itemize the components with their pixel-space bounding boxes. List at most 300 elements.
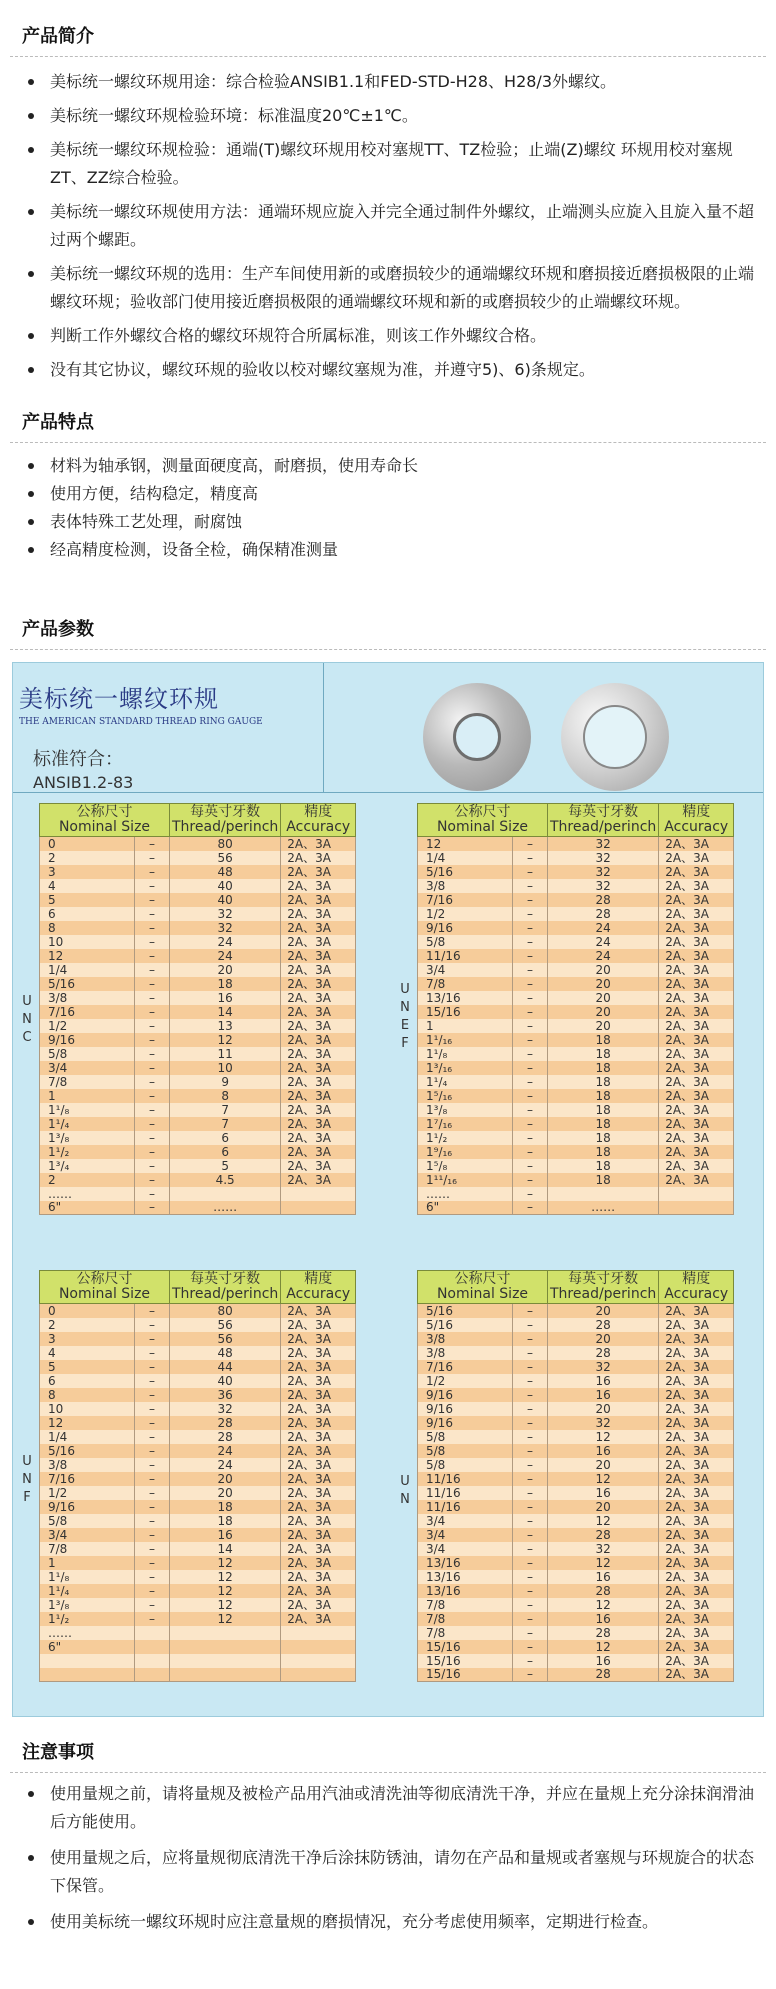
thread-per-inch-cell: 12 bbox=[170, 1570, 281, 1584]
dash-cell: – bbox=[135, 1201, 170, 1215]
thread-per-inch-cell: 16 bbox=[548, 1570, 659, 1584]
nominal-size-cell: 13/16 bbox=[418, 991, 513, 1005]
nominal-size-cell: …… bbox=[40, 1626, 135, 1640]
table-row bbox=[418, 1388, 734, 1402]
table-row bbox=[418, 1145, 734, 1159]
thread-per-inch-cell: 28 bbox=[548, 1626, 659, 1640]
thread-per-inch-cell: 80 bbox=[170, 1304, 281, 1318]
table-row bbox=[418, 1430, 734, 1444]
dash-cell: – bbox=[513, 1019, 548, 1033]
nominal-size-cell: 3/8 bbox=[418, 1346, 513, 1360]
table-row bbox=[40, 1304, 356, 1318]
table-row bbox=[40, 1598, 356, 1612]
table-row bbox=[40, 1019, 356, 1033]
nominal-size-cell: 1¹/₁₆ bbox=[418, 1033, 513, 1047]
dash-cell: – bbox=[135, 865, 170, 879]
nominal-size-cell: 5 bbox=[40, 1360, 135, 1374]
accuracy-cell: 2A、3A bbox=[659, 1528, 734, 1542]
nominal-size-cell: 5/8 bbox=[40, 1514, 135, 1528]
nominal-size-cell: 13/16 bbox=[418, 1584, 513, 1598]
accuracy-cell: 2A、3A bbox=[281, 1612, 356, 1626]
table-row bbox=[418, 1187, 734, 1201]
accuracy-cell: 2A、3A bbox=[659, 977, 734, 991]
thread-per-inch-cell: 28 bbox=[548, 1668, 659, 1682]
header-nominal-size: 公称尺寸 Nominal Size bbox=[418, 1271, 548, 1304]
table-row bbox=[418, 1542, 734, 1556]
dash-cell: – bbox=[513, 1117, 548, 1131]
table-row bbox=[40, 935, 356, 949]
nominal-size-cell: 10 bbox=[40, 1402, 135, 1416]
nominal-size-cell: 12 bbox=[418, 837, 513, 851]
accuracy-cell: 2A、3A bbox=[659, 1061, 734, 1075]
accuracy-cell bbox=[281, 1668, 356, 1682]
table-header-row bbox=[418, 1271, 734, 1304]
nominal-size-cell: 11/16 bbox=[418, 1486, 513, 1500]
accuracy-cell: 2A、3A bbox=[281, 1556, 356, 1570]
nominal-size-cell: 5/8 bbox=[418, 1444, 513, 1458]
accuracy-cell bbox=[281, 1626, 356, 1640]
accuracy-cell: 2A、3A bbox=[281, 1131, 356, 1145]
table-row bbox=[418, 1514, 734, 1528]
dash-cell: – bbox=[135, 1500, 170, 1514]
intro-item: 美标统一螺纹环规用途：综合检验ANSIB1.1和FED-STD-H28、H28/3外螺纹。 bbox=[10, 68, 766, 96]
nominal-size-cell: 1⁵/₈ bbox=[418, 1159, 513, 1173]
accuracy-cell: 2A、3A bbox=[281, 1444, 356, 1458]
nominal-size-cell: 3/4 bbox=[40, 1528, 135, 1542]
nominal-size-cell: 3 bbox=[40, 865, 135, 879]
table-row bbox=[418, 935, 734, 949]
accuracy-cell: 2A、3A bbox=[281, 1416, 356, 1430]
accuracy-cell: 2A、3A bbox=[659, 865, 734, 879]
thread-per-inch-cell: …… bbox=[170, 1201, 281, 1215]
dash-cell: – bbox=[135, 851, 170, 865]
nominal-size-cell: 1¹/₄ bbox=[40, 1117, 135, 1131]
thread-per-inch-cell: 12 bbox=[548, 1556, 659, 1570]
dash-cell: – bbox=[513, 1598, 548, 1612]
dash-cell: – bbox=[513, 1145, 548, 1159]
panel-header bbox=[13, 663, 764, 793]
accuracy-cell bbox=[281, 1640, 356, 1654]
features-list bbox=[10, 452, 766, 564]
table-row bbox=[418, 1304, 734, 1318]
notes-title: 注意事项 bbox=[10, 1738, 766, 1773]
accuracy-cell: 2A、3A bbox=[281, 1304, 356, 1318]
table-row bbox=[40, 1346, 356, 1360]
accuracy-cell: 2A、3A bbox=[659, 1332, 734, 1346]
thread-per-inch-cell: 32 bbox=[170, 921, 281, 935]
nominal-size-cell: 9/16 bbox=[40, 1033, 135, 1047]
dash-cell: – bbox=[513, 1159, 548, 1173]
dash-cell: – bbox=[513, 1472, 548, 1486]
accuracy-cell: 2A、3A bbox=[281, 1542, 356, 1556]
intro-title: 产品简介 bbox=[10, 22, 766, 57]
table-header-row bbox=[40, 804, 356, 837]
thread-per-inch-cell: 16 bbox=[170, 1528, 281, 1542]
thread-per-inch-cell bbox=[170, 1654, 281, 1668]
dash-cell: – bbox=[135, 1089, 170, 1103]
table-row bbox=[40, 1187, 356, 1201]
accuracy-cell: 2A、3A bbox=[659, 1402, 734, 1416]
thread-per-inch-cell: 80 bbox=[170, 837, 281, 851]
intro-item: 美标统一螺纹环规使用方法：通端环规应旋入并完全通过制件外螺纹，止端测头应旋入且旋入量不超过两个螺距。 bbox=[10, 198, 766, 254]
intro-item: 美标统一螺纹环规检验：通端(T)螺纹环规用校对塞规TT、TZ检验；止端(Z)螺纹 环规用校对塞规ZT、ZZ综合检验。 bbox=[10, 136, 766, 192]
nominal-size-cell: 5/16 bbox=[418, 865, 513, 879]
table-row bbox=[40, 1318, 356, 1332]
table-row bbox=[40, 1570, 356, 1584]
accuracy-cell: 2A、3A bbox=[659, 1640, 734, 1654]
accuracy-cell: 2A、3A bbox=[659, 1117, 734, 1131]
dash-cell: – bbox=[513, 1500, 548, 1514]
table-row bbox=[40, 893, 356, 907]
table-row bbox=[40, 879, 356, 893]
parameter-panel bbox=[12, 662, 764, 1717]
nominal-size-cell: 6 bbox=[40, 907, 135, 921]
thread-per-inch-cell: 32 bbox=[548, 865, 659, 879]
dash-cell: – bbox=[513, 1388, 548, 1402]
table-row bbox=[40, 1117, 356, 1131]
nominal-size-cell: 7/16 bbox=[40, 1005, 135, 1019]
dash-cell bbox=[135, 1654, 170, 1668]
dash-cell: – bbox=[513, 1654, 548, 1668]
thread-per-inch-cell: 24 bbox=[548, 949, 659, 963]
nominal-size-cell: 1/2 bbox=[418, 907, 513, 921]
nominal-size-cell: 1/2 bbox=[40, 1019, 135, 1033]
accuracy-cell: 2A、3A bbox=[281, 1159, 356, 1173]
accuracy-cell: 2A、3A bbox=[659, 1019, 734, 1033]
nominal-size-cell: 12 bbox=[40, 949, 135, 963]
accuracy-cell: 2A、3A bbox=[281, 991, 356, 1005]
header-thread-per-inch: 每英寸牙数 Thread/perinch bbox=[548, 1271, 659, 1304]
accuracy-cell: 2A、3A bbox=[659, 893, 734, 907]
thread-per-inch-cell: 20 bbox=[548, 963, 659, 977]
table-row bbox=[40, 1360, 356, 1374]
nominal-size-cell: 9/16 bbox=[418, 1416, 513, 1430]
dash-cell: – bbox=[135, 1402, 170, 1416]
dash-cell: – bbox=[513, 1486, 548, 1500]
table-row bbox=[40, 1145, 356, 1159]
table-row bbox=[418, 1500, 734, 1514]
dash-cell: – bbox=[135, 1304, 170, 1318]
thread-per-inch-cell: 20 bbox=[548, 1005, 659, 1019]
table-row bbox=[418, 907, 734, 921]
table-row bbox=[418, 1654, 734, 1668]
nominal-size-cell: 4 bbox=[40, 1346, 135, 1360]
table-row bbox=[418, 1360, 734, 1374]
thread-per-inch-cell: 40 bbox=[170, 893, 281, 907]
thread-per-inch-cell bbox=[170, 1626, 281, 1640]
dash-cell: – bbox=[135, 907, 170, 921]
nominal-size-cell: 2 bbox=[40, 851, 135, 865]
dash-cell: – bbox=[513, 865, 548, 879]
nominal-size-cell: 11/16 bbox=[418, 1472, 513, 1486]
nominal-size-cell: 1¹/₈ bbox=[418, 1047, 513, 1061]
table-row bbox=[418, 1318, 734, 1332]
dash-cell: – bbox=[135, 1332, 170, 1346]
table-row bbox=[418, 1640, 734, 1654]
note-item: 使用量规之前，请将量规及被检产品用汽油或清洗油等彻底清洗干净，并应在量规上充分涂抹润滑油后方能使用。 bbox=[10, 1780, 766, 1836]
thread-per-inch-cell: 7 bbox=[170, 1117, 281, 1131]
table-row bbox=[40, 1416, 356, 1430]
series-label-unf: U N F bbox=[22, 1454, 32, 1505]
dash-cell: – bbox=[135, 1103, 170, 1117]
table-row bbox=[418, 1570, 734, 1584]
table-row bbox=[40, 1556, 356, 1570]
table-row bbox=[40, 977, 356, 991]
accuracy-cell: 2A、3A bbox=[659, 1173, 734, 1187]
nominal-size-cell: 7/16 bbox=[40, 1472, 135, 1486]
nominal-size-cell: 3 bbox=[40, 1332, 135, 1346]
thread-per-inch-cell: 18 bbox=[548, 1047, 659, 1061]
thread-per-inch-cell: 20 bbox=[170, 1472, 281, 1486]
nominal-size-cell: 8 bbox=[40, 1388, 135, 1402]
series-label-unc: U N C bbox=[22, 994, 32, 1045]
accuracy-cell: 2A、3A bbox=[659, 991, 734, 1005]
nominal-size-cell: 3/4 bbox=[418, 1528, 513, 1542]
accuracy-cell: 2A、3A bbox=[281, 935, 356, 949]
thread-per-inch-cell: 24 bbox=[170, 1444, 281, 1458]
header-nominal-size: 公称尺寸 Nominal Size bbox=[418, 804, 548, 837]
table-row bbox=[418, 865, 734, 879]
accuracy-cell: 2A、3A bbox=[659, 1584, 734, 1598]
thread-per-inch-cell: 20 bbox=[548, 977, 659, 991]
table-row bbox=[40, 921, 356, 935]
dash-cell: – bbox=[135, 1159, 170, 1173]
accuracy-cell: 2A、3A bbox=[659, 949, 734, 963]
table-row bbox=[40, 1388, 356, 1402]
accuracy-cell: 2A、3A bbox=[659, 1416, 734, 1430]
table-row bbox=[40, 907, 356, 921]
accuracy-cell: 2A、3A bbox=[659, 907, 734, 921]
nominal-size-cell: 0 bbox=[40, 837, 135, 851]
table-row bbox=[40, 865, 356, 879]
thread-per-inch-cell: 40 bbox=[170, 1374, 281, 1388]
accuracy-cell bbox=[659, 1187, 734, 1201]
nominal-size-cell: 12 bbox=[40, 1416, 135, 1430]
thread-per-inch-cell: 18 bbox=[170, 1500, 281, 1514]
dash-cell: – bbox=[135, 1584, 170, 1598]
gauge-title: 美标统一螺纹环规 bbox=[19, 685, 219, 713]
table-row bbox=[40, 1131, 356, 1145]
nominal-size-cell: 7/8 bbox=[40, 1075, 135, 1089]
accuracy-cell: 2A、3A bbox=[659, 1668, 734, 1682]
nominal-size-cell: 2 bbox=[40, 1173, 135, 1187]
table-row bbox=[418, 1528, 734, 1542]
accuracy-cell: 2A、3A bbox=[281, 1360, 356, 1374]
accuracy-cell: 2A、3A bbox=[659, 963, 734, 977]
thread-per-inch-cell: 12 bbox=[548, 1514, 659, 1528]
dash-cell: – bbox=[135, 921, 170, 935]
table-header-row bbox=[40, 1271, 356, 1304]
nominal-size-cell: 5/16 bbox=[40, 977, 135, 991]
thread-per-inch-cell: 12 bbox=[170, 1584, 281, 1598]
thread-per-inch-cell: 12 bbox=[548, 1430, 659, 1444]
nominal-size-cell: 6 bbox=[40, 1374, 135, 1388]
accuracy-cell: 2A、3A bbox=[659, 1514, 734, 1528]
accuracy-cell: 2A、3A bbox=[281, 851, 356, 865]
dash-cell: – bbox=[135, 1173, 170, 1187]
ring-gauge-photo bbox=[561, 683, 669, 791]
dash-cell: – bbox=[135, 977, 170, 991]
table-row bbox=[418, 879, 734, 893]
dash-cell: – bbox=[135, 893, 170, 907]
nominal-size-cell: 1/2 bbox=[40, 1486, 135, 1500]
dash-cell: – bbox=[513, 1005, 548, 1019]
table-row bbox=[418, 1472, 734, 1486]
dash-cell: – bbox=[135, 1416, 170, 1430]
nominal-size-cell: 7/8 bbox=[40, 1542, 135, 1556]
nominal-size-cell: …… bbox=[40, 1187, 135, 1201]
accuracy-cell: 2A、3A bbox=[281, 1117, 356, 1131]
table-row bbox=[40, 1486, 356, 1500]
dash-cell: – bbox=[135, 1598, 170, 1612]
accuracy-cell: 2A、3A bbox=[659, 1612, 734, 1626]
table-row bbox=[40, 1430, 356, 1444]
table-row bbox=[40, 1201, 356, 1215]
table-row bbox=[418, 1089, 734, 1103]
thread-per-inch-cell bbox=[548, 1187, 659, 1201]
dash-cell: – bbox=[513, 1416, 548, 1430]
accuracy-cell: 2A、3A bbox=[659, 1005, 734, 1019]
thread-per-inch-cell: 56 bbox=[170, 1332, 281, 1346]
accuracy-cell: 2A、3A bbox=[659, 1103, 734, 1117]
accuracy-cell: 2A、3A bbox=[659, 1131, 734, 1145]
thread-per-inch-cell: 32 bbox=[548, 1360, 659, 1374]
thread-per-inch-cell: 16 bbox=[548, 1388, 659, 1402]
accuracy-cell: 2A、3A bbox=[281, 1047, 356, 1061]
accuracy-cell: 2A、3A bbox=[281, 1332, 356, 1346]
table-row bbox=[418, 949, 734, 963]
accuracy-cell: 2A、3A bbox=[281, 1033, 356, 1047]
dash-cell: – bbox=[135, 1374, 170, 1388]
thread-per-inch-cell: 18 bbox=[548, 1159, 659, 1173]
dash-cell: – bbox=[513, 1402, 548, 1416]
thread-per-inch-cell: 16 bbox=[170, 991, 281, 1005]
dash-cell: – bbox=[135, 1486, 170, 1500]
dash-cell: – bbox=[513, 1061, 548, 1075]
header-accuracy: 精度 Accuracy bbox=[659, 804, 734, 837]
thread-per-inch-cell: 12 bbox=[548, 1598, 659, 1612]
nominal-size-cell: 6" bbox=[40, 1640, 135, 1654]
intro-item: 没有其它协议，螺纹环规的验收以校对螺纹塞规为准，并遵守5)、6)条规定。 bbox=[10, 356, 766, 384]
nominal-size-cell: 1¹/₂ bbox=[40, 1612, 135, 1626]
dash-cell: – bbox=[135, 1061, 170, 1075]
table-row bbox=[40, 1640, 356, 1654]
table-row bbox=[418, 1005, 734, 1019]
nominal-size-cell: 11/16 bbox=[418, 1500, 513, 1514]
dash-cell: – bbox=[513, 1131, 548, 1145]
thread-per-inch-cell: 16 bbox=[548, 1486, 659, 1500]
thread-per-inch-cell: 13 bbox=[170, 1019, 281, 1033]
thread-per-inch-cell: 24 bbox=[170, 935, 281, 949]
nominal-size-cell: 7/16 bbox=[418, 1360, 513, 1374]
thread-per-inch-cell: 32 bbox=[548, 1542, 659, 1556]
dash-cell: – bbox=[513, 1318, 548, 1332]
dash-cell: – bbox=[513, 1570, 548, 1584]
thread-per-inch-cell: 12 bbox=[548, 1640, 659, 1654]
accuracy-cell: 2A、3A bbox=[659, 1145, 734, 1159]
thread-per-inch-cell: 56 bbox=[170, 851, 281, 865]
table-header-row bbox=[418, 804, 734, 837]
table-row bbox=[40, 1047, 356, 1061]
thread-per-inch-cell: 9 bbox=[170, 1075, 281, 1089]
dash-cell: – bbox=[135, 935, 170, 949]
thread-per-inch-cell: 18 bbox=[170, 977, 281, 991]
table-row bbox=[40, 963, 356, 977]
thread-per-inch-cell: 28 bbox=[170, 1430, 281, 1444]
thread-per-inch-cell: 20 bbox=[170, 963, 281, 977]
accuracy-cell: 2A、3A bbox=[659, 1047, 734, 1061]
dash-cell: – bbox=[135, 1318, 170, 1332]
nominal-size-cell: 15/16 bbox=[418, 1668, 513, 1682]
intro-list bbox=[10, 68, 766, 384]
accuracy-cell: 2A、3A bbox=[281, 865, 356, 879]
dash-cell: – bbox=[135, 1187, 170, 1201]
nominal-size-cell: 1⁹/₁₆ bbox=[418, 1145, 513, 1159]
nominal-size-cell: 3/4 bbox=[418, 1542, 513, 1556]
nominal-size-cell: 3/8 bbox=[418, 879, 513, 893]
thread-per-inch-cell: 24 bbox=[170, 949, 281, 963]
dash-cell: – bbox=[513, 1103, 548, 1117]
dash-cell: – bbox=[513, 1668, 548, 1682]
header-accuracy: 精度 Accuracy bbox=[659, 1271, 734, 1304]
accuracy-cell: 2A、3A bbox=[281, 907, 356, 921]
accuracy-cell bbox=[659, 1201, 734, 1215]
table-row bbox=[418, 1458, 734, 1472]
dash-cell: – bbox=[135, 1570, 170, 1584]
header-nominal-size: 公称尺寸 Nominal Size bbox=[40, 1271, 170, 1304]
accuracy-cell: 2A、3A bbox=[281, 1061, 356, 1075]
table-row bbox=[40, 1612, 356, 1626]
thread-per-inch-cell: 16 bbox=[548, 1444, 659, 1458]
accuracy-cell: 2A、3A bbox=[281, 1388, 356, 1402]
thread-per-inch-cell: 6 bbox=[170, 1145, 281, 1159]
table-row bbox=[418, 1103, 734, 1117]
dash-cell: – bbox=[135, 1458, 170, 1472]
table-row bbox=[418, 1159, 734, 1173]
thread-per-inch-cell: 24 bbox=[548, 921, 659, 935]
table-row bbox=[40, 1089, 356, 1103]
nominal-size-cell: 1 bbox=[40, 1556, 135, 1570]
thread-per-inch-cell: 36 bbox=[170, 1388, 281, 1402]
dash-cell: – bbox=[513, 1346, 548, 1360]
dash-cell: – bbox=[513, 1444, 548, 1458]
accuracy-cell: 2A、3A bbox=[659, 1089, 734, 1103]
nominal-size-cell: 3/8 bbox=[40, 1458, 135, 1472]
dash-cell: – bbox=[513, 851, 548, 865]
thread-per-inch-cell bbox=[170, 1668, 281, 1682]
accuracy-cell: 2A、3A bbox=[281, 1514, 356, 1528]
table-row bbox=[418, 893, 734, 907]
nominal-size-cell: 6" bbox=[418, 1201, 513, 1215]
table-row bbox=[40, 1514, 356, 1528]
thread-per-inch-cell: 20 bbox=[548, 991, 659, 1005]
nominal-size-cell: 6" bbox=[40, 1201, 135, 1215]
nominal-size-cell: 8 bbox=[40, 921, 135, 935]
nominal-size-cell: 13/16 bbox=[418, 1556, 513, 1570]
table-row bbox=[418, 1131, 734, 1145]
standard-value: ANSIB1.2-83 bbox=[33, 773, 134, 792]
table-row bbox=[418, 1117, 734, 1131]
accuracy-cell: 2A、3A bbox=[281, 1430, 356, 1444]
nominal-size-cell: 7/8 bbox=[418, 1612, 513, 1626]
dash-cell: – bbox=[513, 1201, 548, 1215]
accuracy-cell: 2A、3A bbox=[281, 1019, 356, 1033]
nominal-size-cell: 1¹/₄ bbox=[418, 1075, 513, 1089]
dash-cell: – bbox=[135, 1117, 170, 1131]
thread-per-inch-cell bbox=[170, 1640, 281, 1654]
thread-per-inch-cell: 10 bbox=[170, 1061, 281, 1075]
accuracy-cell: 2A、3A bbox=[659, 1598, 734, 1612]
